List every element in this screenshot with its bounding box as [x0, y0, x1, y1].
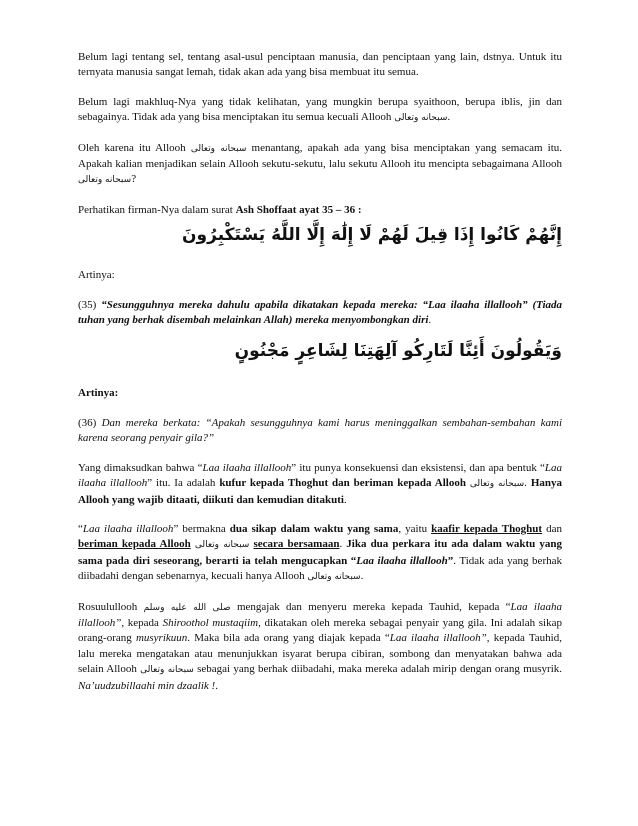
text-segment: , kepada: [121, 616, 163, 629]
text-segment: ” itu. Ia adalah: [147, 477, 220, 490]
text-segment: “: [78, 522, 83, 535]
text-segment: , yaitu: [398, 522, 432, 535]
paragraph-3-text-b: menantang, apakah ada yang bisa menciptakan yang semacam itu. Apakah kalian menjadikan selain Allooh sekutu-sekutu, lalu sekutu Allooh itu mencipta sebagaimana Allooh: [78, 141, 563, 171]
text-segment: .: [339, 538, 347, 551]
bold-underline-segment: beriman kepada Allooh: [78, 538, 191, 551]
artinya-label-1: Artinya:: [78, 269, 115, 282]
artinya-label-2-text: Artinya:: [78, 387, 119, 400]
arabic-honorific: سبحانه وتعالى: [190, 143, 247, 154]
arabic-honorific: سبحانه وتعالى: [469, 479, 525, 490]
bold-segment: kufur kepada Thoghut dan beriman kepada Allooh: [219, 477, 466, 490]
bold-underline-segment: secara bersamaan: [253, 538, 340, 551]
italic-segment: Laa ilaaha illallooh: [82, 522, 174, 535]
paragraph-4: [78, 203, 562, 218]
punctuation: ?: [131, 173, 137, 186]
arabic-honorific: سبحانه وتعالى: [307, 572, 361, 583]
verse-number: (35): [78, 298, 102, 311]
text-segment: Rosuulullooh: [78, 600, 138, 613]
bold-segment: Jika dua perkara itu ada dalam waktu yang sama pada diri seseorang, berarti ia telah mengucapkan “: [78, 538, 563, 567]
text-segment: , dikatakan oleh mereka sebagai penyair yang gila. Ini adalah sikap orang-orang: [78, 616, 562, 645]
paragraph-7: [78, 461, 562, 508]
text-segment: . Tidak ada yang berhak diibadahi dengan sebenarnya, kecuali hanya Allooh: [78, 554, 562, 583]
paragraph-4-text: Perhatikan firman-Nya dalam surat: [78, 203, 236, 216]
italic-segment: Shiroothol mustaqiim: [162, 616, 259, 629]
text-segment: sebagai yang berhak diibadahi, maka mereka adalah mirip dengan orang musyrik.: [197, 663, 562, 676]
arabic-verse-35: إِنَّهُمْ كَانُوا إِذَا قِيلَ لَهُمْ لَا إِلَٰهَ إِلَّا اللَّهُ يَسْتَكْبِرُونَ: [182, 225, 562, 246]
bold-segment: Hanya Allooh yang wajib ditaati, diikuti dan kemudian ditakuti: [78, 477, 562, 506]
paragraph-2-text: Belum lagi makhluq-Nya yang tidak kelihatan, yang mungkin berupa syaithoon, berupa iblis, jin dan sebagainya. Tidak ada yang bisa menciptakan itu semua kecuali Allooh: [78, 95, 562, 124]
italic-segment: Na’uudzubillaahi min dzaalik !: [78, 679, 216, 692]
bold-segment: ”: [447, 554, 454, 567]
italic-segment: musyrikuun: [135, 632, 188, 645]
bold-italic-segment: Laa ilaaha illallooh: [356, 554, 448, 567]
text-segment: . Maka bila ada orang yang diajak kepada “: [187, 632, 390, 645]
punctuation: .: [428, 314, 432, 327]
bold-underline-segment: kaafir kepada Thoghut: [431, 522, 543, 535]
punctuation: .: [343, 493, 347, 506]
paragraph-8: [78, 522, 562, 586]
punctuation: .: [360, 570, 364, 583]
translation-35-text: “Sesungguhnya mereka dahulu apabila dikatakan kepada mereka: “Laa ilaaha illallooh” (Tiada tuhan yang berhak disembah melainkan Allah) mereka menyombongkan diri: [78, 298, 562, 327]
arabic-honorific: سبحانه وتعالى: [394, 113, 448, 124]
translation-36: [78, 416, 562, 447]
text-segment: ” itu punya konsekuensi dan eksistensi, dan apa bentuk “: [291, 461, 545, 474]
document-page: [78, 50, 562, 708]
translation-36-text: Dan mereka berkata: “Apakah sesungguhnya kami harus meninggalkan sembahan-sembahan kami karena seorang penyair gila?”: [78, 416, 562, 445]
bold-segment: dua sikap dalam waktu yang sama: [229, 522, 399, 535]
punctuation: .: [447, 111, 451, 124]
arabic-honorific: سبحانه وتعالى: [78, 175, 132, 186]
text-segment: mengajak dan menyeru mereka kepada Tauhid, kepada “: [236, 600, 511, 613]
surah-reference: Ash Shoffaat ayat 35 – 36 :: [235, 203, 362, 216]
arabic-verse-36: وَيَقُولُونَ أَئِنَّا لَتَارِكُو آلِهَتِنَا لِشَاعِرٍ مَجْنُونٍ: [234, 341, 562, 362]
paragraph-3: [78, 141, 562, 189]
arabic-honorific: سبحانه وتعالى: [140, 665, 194, 676]
text-segment: .: [524, 477, 531, 490]
text-segment: ” bermakna: [173, 522, 230, 535]
paragraph-9: [78, 600, 562, 694]
punctuation: .: [215, 679, 218, 692]
paragraph-2: [78, 95, 562, 127]
paragraph-3-text-a: Oleh karena itu Allooh: [78, 141, 186, 154]
italic-segment: Laa ilaaha illallooh”: [78, 600, 563, 629]
arabic-honorific: سبحانه وتعالى: [194, 540, 250, 551]
arabic-salawat: صلى الله عليه وسلم: [143, 602, 231, 613]
artinya-label-2: [78, 386, 562, 401]
text-segment: dan: [542, 522, 562, 535]
text-segment: Yang dimaksudkan bahwa “: [78, 461, 203, 474]
text-segment: , kepada Tauhid, lalu mereka mengatakan atau menunjukkan isyarat berupa cibiran, sombong dan menyatakan bahwa ada selain Allooh: [78, 632, 562, 676]
verse-number: (36): [78, 416, 102, 429]
italic-segment: Laa ilaaha illallooh: [78, 461, 562, 490]
paragraph-1-text: Belum lagi tentang sel, tentang asal-usul penciptaan manusia, dan penciptaan yang lain, dstnya. Untuk itu ternyata manusia sangat lemah, tidak akan ada yang bisa membuat itu semua.: [78, 51, 562, 79]
translation-35: [78, 298, 562, 329]
paragraph-1: [78, 50, 562, 81]
italic-segment: Laa ilaaha illallooh”: [389, 632, 487, 645]
italic-segment: Laa ilaaha illallooh: [202, 461, 292, 474]
